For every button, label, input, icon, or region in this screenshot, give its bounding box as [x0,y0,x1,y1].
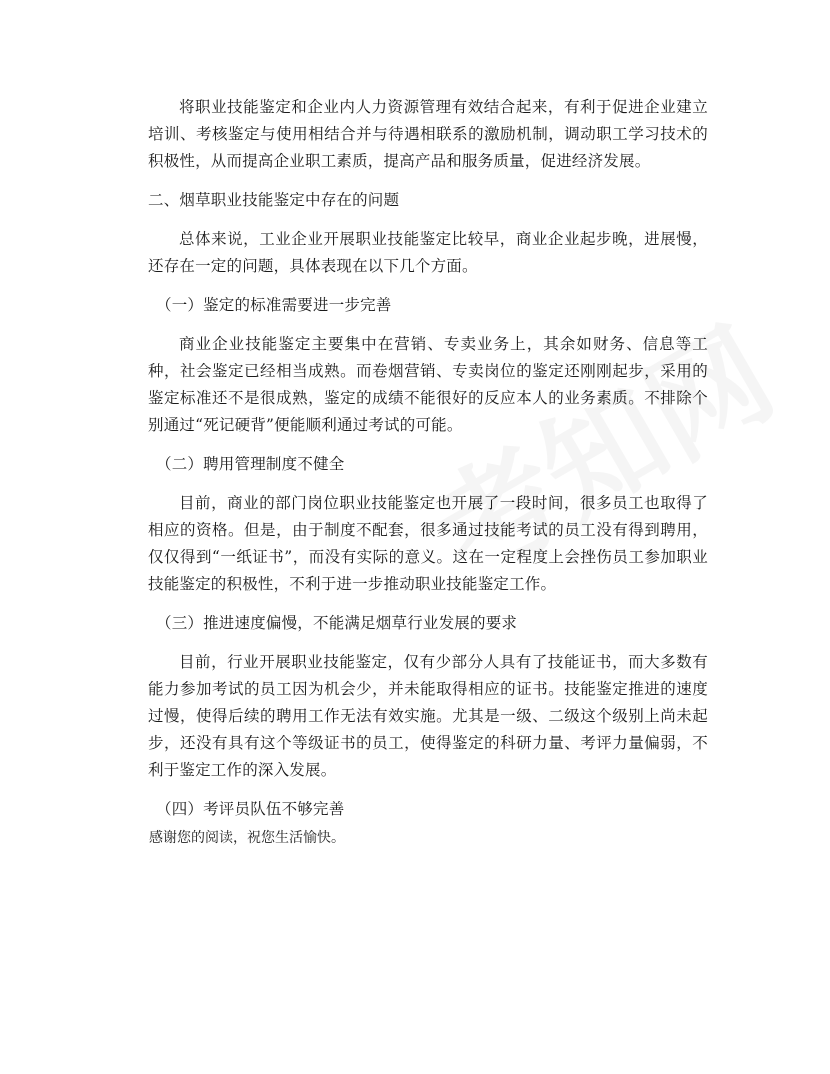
paragraph-5: 目前，行业开展职业技能鉴定，仅有少部分人具有了技能证书，而大多数有能力参加考试的员工因为机会少，并未能取得相应的证书。技能鉴定推进的速度过慢，使得后续的聘用工作无法有效实施。尤其是一级、二级这个级别上尚未起步，还没有具有这个等级证书的员工，使得鉴定的科研力量、考评力量偏弱，不利于鉴定工作的深入发展。 [148,653,708,779]
document-body [148,94,708,823]
subheading-4: （四）考评员队伍不够完善 [156,800,345,818]
paragraph-3: 商业企业技能鉴定主要集中在营销、专卖业务上，其余如财务、信息等工种，社会鉴定已经相当成熟。而卷烟营销、专卖岗位的鉴定还刚刚起步，采用的鉴定标准还不是很成熟，鉴定的成绩不能很好的反应本人的业务素质。不排除个别通过“死记硬背”便能顺利通过考试的可能。 [148,335,708,434]
subheading-3: （三）推进速度偏慢，不能满足烟草行业发展的要求 [156,614,518,632]
subheading-2: （二）聘用管理制度不健全 [156,455,345,473]
paragraph-4: 目前，商业的部门岗位职业技能鉴定也开展了一段时间，很多员工也取得了相应的资格。但是，由于制度不配套，很多通过技能考试的员工没有得到聘用，仅仅得到“一纸证书”，而没有实际的意义。这在一定程度上会挫伤员工参加职业技能鉴定的积极性，不利于进一步推动职业技能鉴定工作。 [148,494,708,593]
subheading-1: （一）鉴定的标准需要进一步完善 [156,296,392,314]
paragraph-1: 将职业技能鉴定和企业内人力资源管理有效结合起来，有利于促进企业建立培训、考核鉴定与使用相结合并与待遇相联系的激励机制，调动职工学习技术的积极性，从而提高企业职工素质，提高产品和服务质量，促进经济发展。 [148,98,708,170]
thanks-note: 感谢您的阅读，祝您生活愉快。 [149,830,345,846]
paragraph-2: 总体来说，工业企业开展职业技能鉴定比较早，商业企业起步晚，进展慢，还存在一定的问题，具体表现在以下几个方面。 [148,230,708,275]
section-heading-2: 二、烟草职业技能鉴定中存在的问题 [148,191,400,209]
